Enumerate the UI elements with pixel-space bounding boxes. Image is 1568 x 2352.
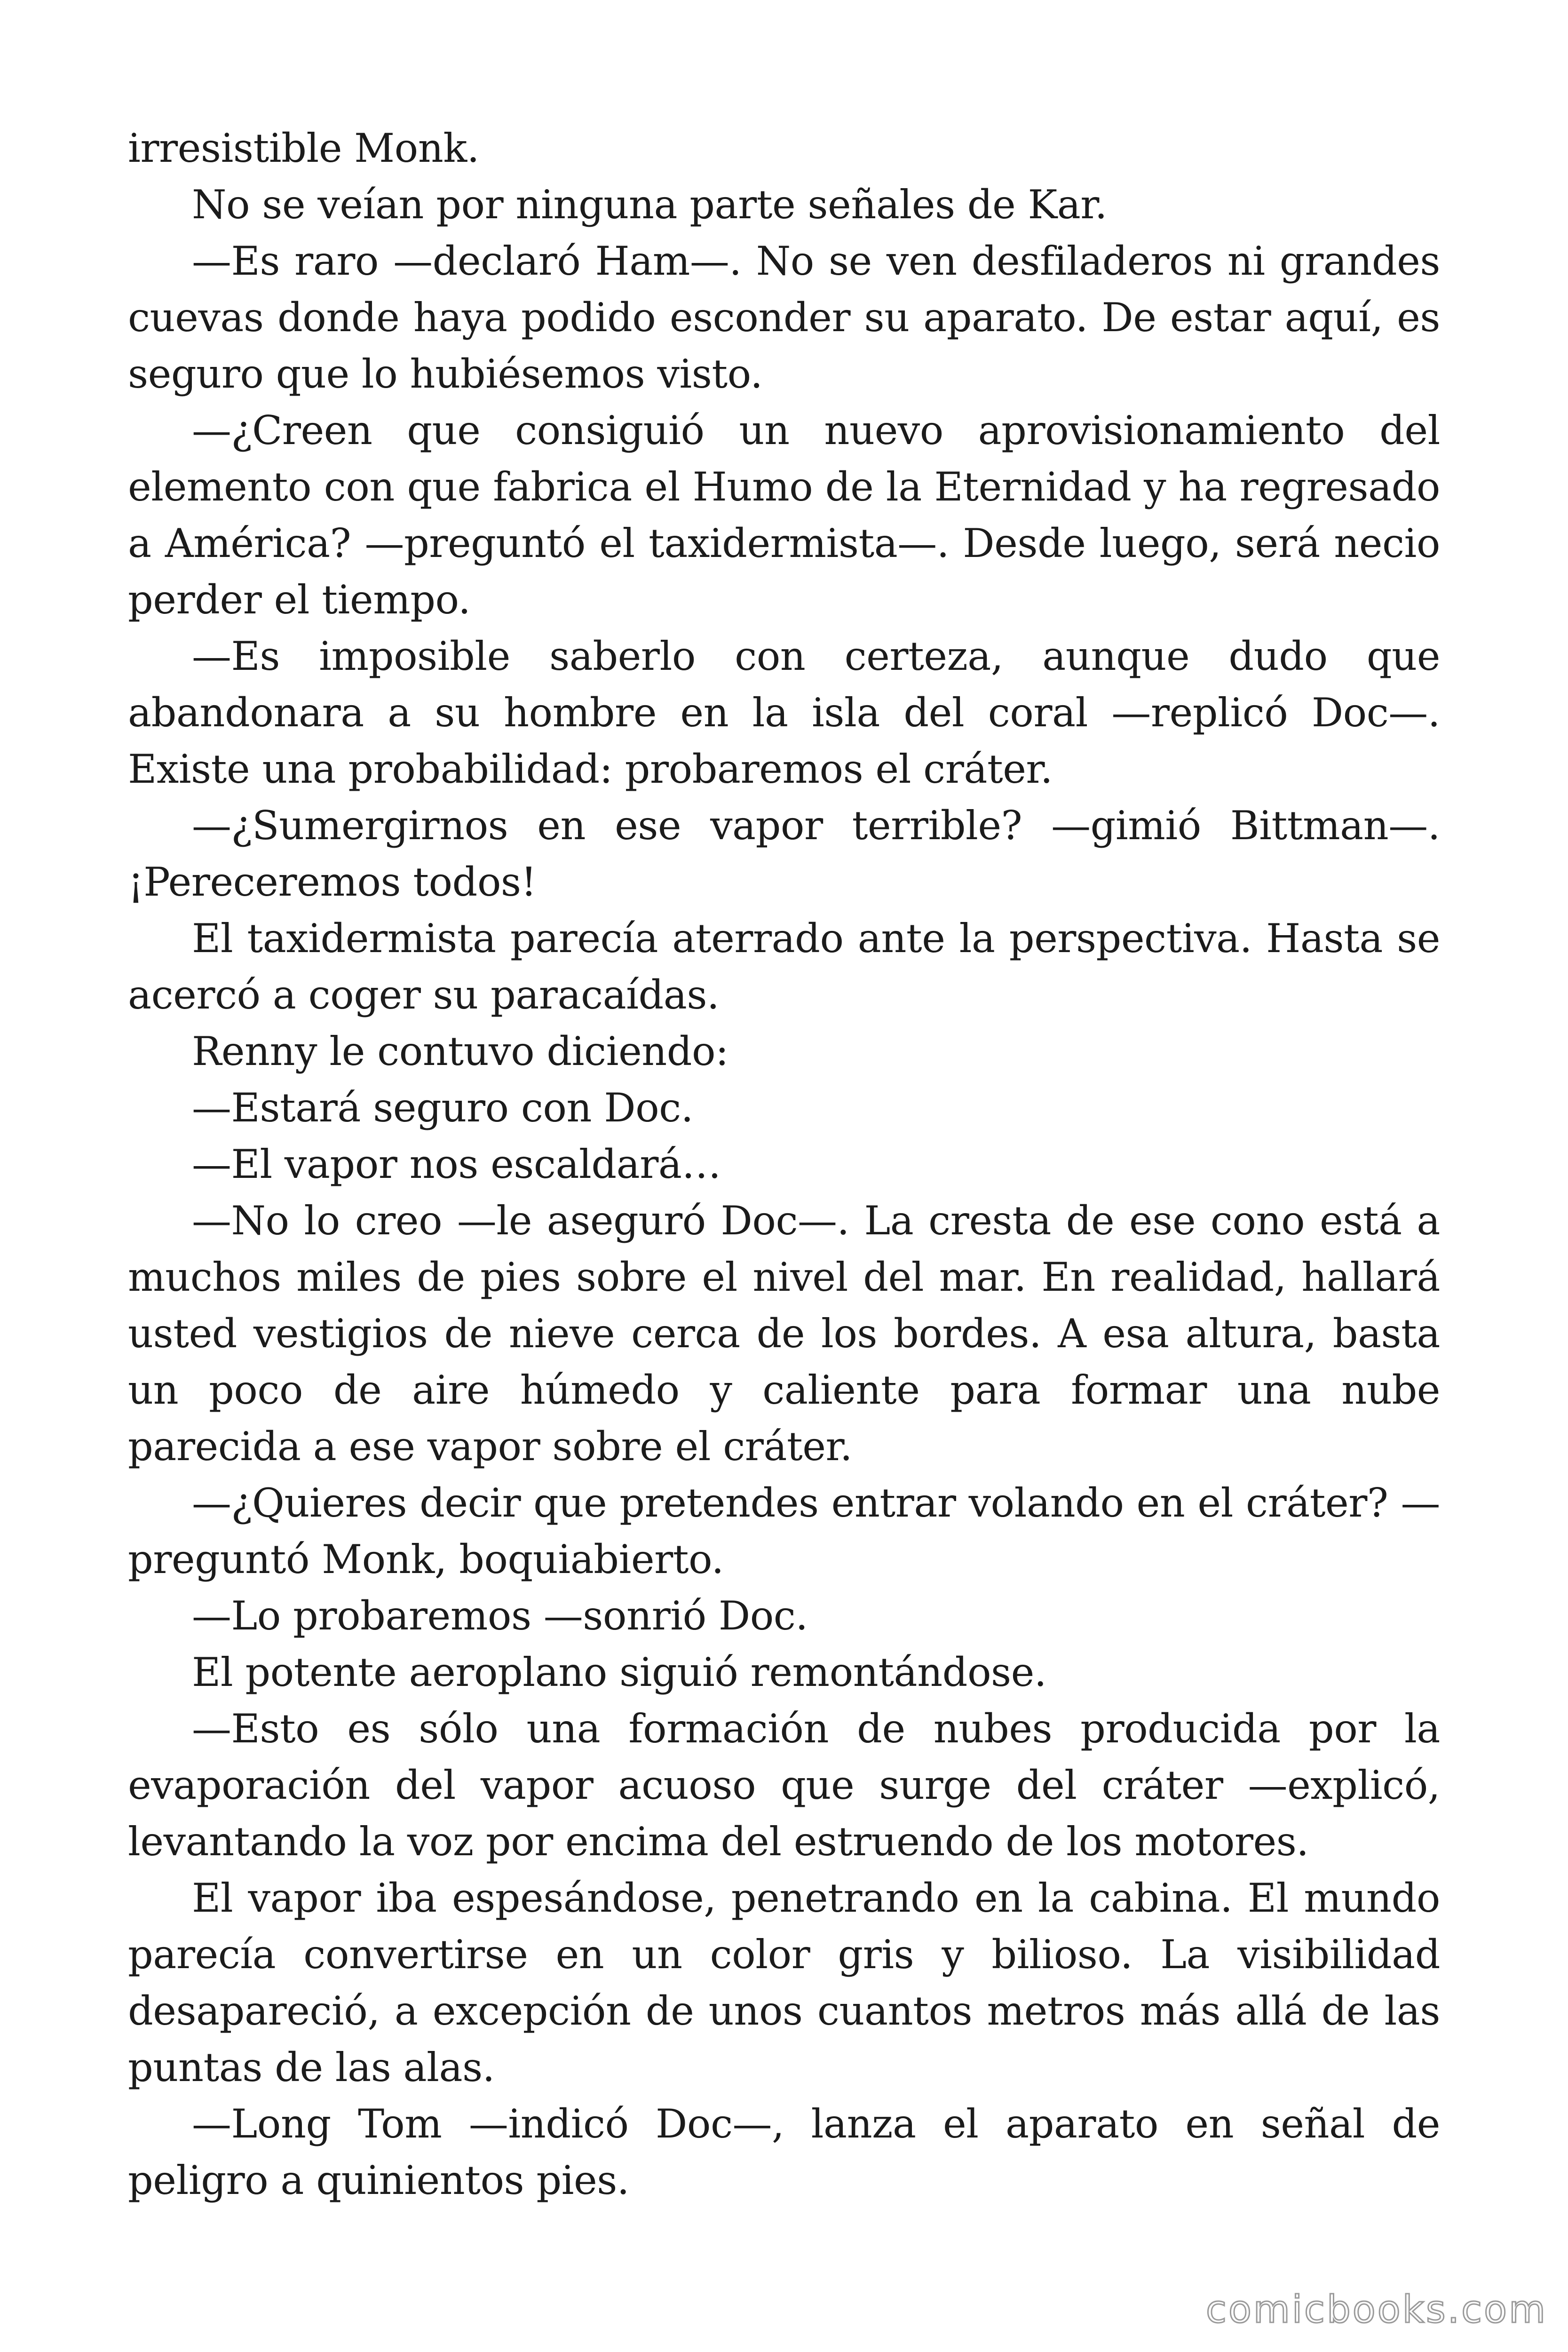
paragraph: —El vapor nos escaldará… xyxy=(192,1141,721,1187)
paragraph: —Esto es sólo una formación de nubes producida por la evaporación del vapor acuoso que surge del cráter —explicó, levantando la voz por encima del estruendo de los motores. xyxy=(128,1706,1440,1865)
paragraph: El potente aeroplano siguió remontándose. xyxy=(192,1649,1047,1695)
paragraph: Renny le contuvo diciendo: xyxy=(192,1028,729,1074)
paragraph: El vapor iba espesándose, penetrando en la cabina. El mundo parecía convertirse en un color gris y bilioso. La visibilidad desapareció, a excepción de unos cuantos metros más allá de las puntas de las alas. xyxy=(128,1875,1440,2090)
paragraph: —¿Quieres decir que pretendes entrar volando en el cráter? —preguntó Monk, boquiabierto. xyxy=(128,1480,1440,1582)
paragraph: El taxidermista parecía aterrado ante la perspectiva. Hasta se acercó a coger su paracaídas. xyxy=(128,915,1440,1018)
paragraph: —No lo creo —le aseguró Doc—. La cresta de ese cono está a muchos miles de pies sobre el nivel del mar. En realidad, hallará usted vestigios de nieve cerca de los bordes. A esa altura, basta un poco de aire húmedo y caliente para formar una nube parecida a ese vapor sobre el cráter. xyxy=(128,1198,1440,1470)
book-page-text xyxy=(128,120,1440,2209)
paragraph: —¿Creen que consiguió un nuevo aprovisionamiento del elemento con que fabrica el Humo de la Eternidad y ha regresado a América? —preguntó el taxidermista—. Desde luego, será necio perder el tiempo. xyxy=(128,407,1440,623)
paragraph: —Es imposible saberlo con certeza, aunque dudo que abandonara a su hombre en la isla del coral —replicó Doc—. Existe una probabilidad: probaremos el cráter. xyxy=(128,633,1440,792)
paragraph-continuation: irresistible Monk. xyxy=(128,125,479,171)
paragraph: —Long Tom —indicó Doc—, lanza el aparato en señal de peligro a quinientos pies. xyxy=(128,2101,1440,2203)
paragraph: —Es raro —declaró Ham—. No se ven desfiladeros ni grandes cuevas donde haya podido esconder su aparato. De estar aquí, es seguro que lo hubiésemos visto. xyxy=(128,238,1440,397)
paragraph: —¿Sumergirnos en ese vapor terrible? —gimió Bittman—. ¡Pereceremos todos! xyxy=(128,803,1440,905)
paragraph: —Estará seguro con Doc. xyxy=(192,1085,693,1131)
watermark: comicbooks.com xyxy=(1205,2288,1547,2331)
paragraph: No se veían por ninguna parte señales de Kar. xyxy=(192,182,1107,228)
paragraph: —Lo probaremos —sonrió Doc. xyxy=(192,1593,808,1639)
